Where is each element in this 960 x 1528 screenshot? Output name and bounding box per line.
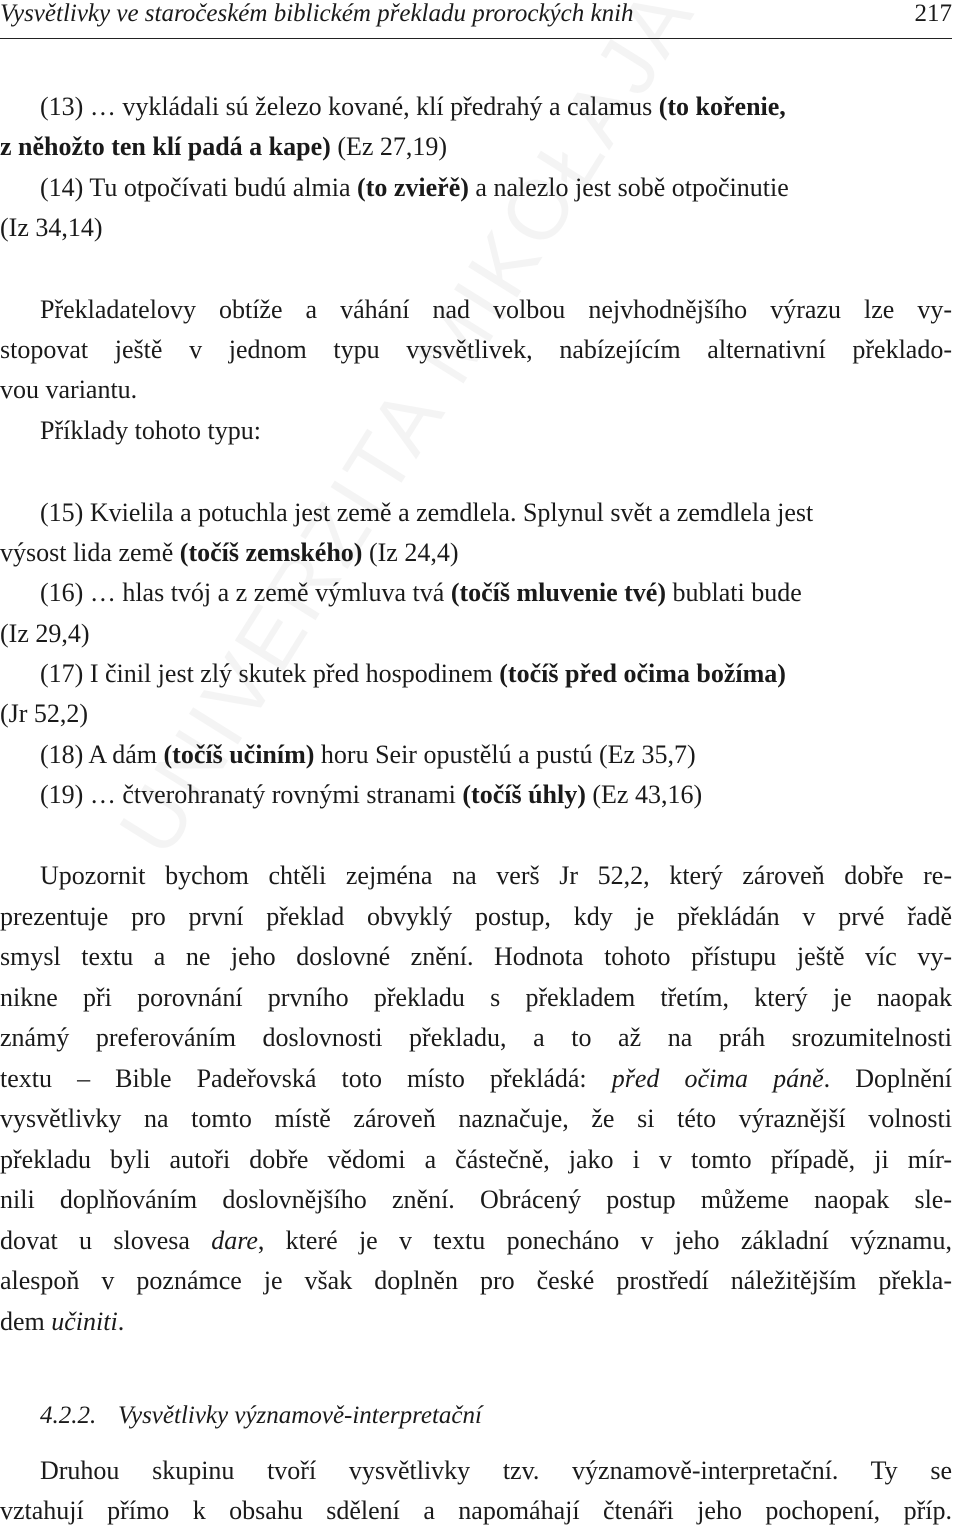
paragraph-2-line-1: Upozornit bychom chtěli zejména na verš Jr 52,2, který zároveň dobře re- — [40, 861, 952, 890]
paragraph-2-line-10: dovat u slovesa dare, které je v textu ponecháno v jeho základní významu, — [0, 1226, 952, 1255]
section-title: Vysvětlivky významově-interpretační — [118, 1402, 482, 1429]
paragraph-2-line-11: alespoň v poznámce je však doplněn pro české prostředí náležitějším překla- — [0, 1266, 952, 1295]
running-title: Vysvětlivky ve staročeském biblickém překladu prorockých knih — [0, 0, 634, 27]
paragraph-2-line-7: vysvětlivky na tomto místě zároveň naznačuje, že si této výraznější volnosti — [0, 1104, 952, 1133]
example-15-line-1: (15) Kvielila a potuchla jest země a zemdlela. Splynul svět a zemdlela jest — [40, 498, 814, 527]
section-heading — [40, 1402, 482, 1430]
example-13-line-2: z něhožto ten klí padá a kape) (Ez 27,19) — [0, 132, 448, 161]
example-13-line-1: (13) … vykládali sú železo kované, klí předrahý a calamus (to kořenie, — [40, 92, 786, 121]
paragraph-2-line-12: dem učiniti. — [0, 1307, 125, 1336]
section-number: 4.2.2. — [40, 1402, 97, 1429]
example-17-line-2: (Jr 52,2) — [0, 699, 89, 728]
header-rule — [0, 38, 952, 39]
example-15-line-2: výsost lida země (točíš zemského) (Iz 24,4) — [0, 538, 459, 567]
paragraph-2-line-4: nikne při porovnání prvního překladu s překladem třetím, který je naopak — [0, 983, 952, 1012]
example-14-line-2: (Iz 34,14) — [0, 213, 103, 242]
example-14-line-1: (14) Tu otpočívati budú almia (to zvieřě) a nalezlo jest sobě otpočinutie — [40, 173, 789, 202]
example-17-line-1: (17) I činil jest zlý skutek před hospodinem (točíš před očima božíma) — [40, 659, 786, 688]
running-header — [0, 0, 952, 36]
paragraph-1-line-3: vou variantu. — [0, 375, 138, 404]
paragraph-1-line-1: Překladatelovy obtíže a váhání nad volbou nejvhodnějšího výrazu lze vy- — [40, 295, 952, 324]
example-18-line: (18) A dám (točíš učiním) horu Seir opustělú a pustú (Ez 35,7) — [40, 740, 696, 769]
paragraph-2-line-3: smysl textu a ne jeho doslovné znění. Hodnota tohoto přístupu ještě víc vy- — [0, 942, 952, 971]
paragraph-2-line-8: překladu byli autoři dobře vědomi a částečně, jako i v tomto případě, ji mír- — [0, 1145, 952, 1174]
paragraph-2-line-5: známý preferováním doslovnosti překladu, a to až na práh srozumitelnosti — [0, 1023, 952, 1052]
page-number: 217 — [914, 0, 952, 27]
paragraph-2-line-2: prezentuje pro první překlad obvyklý postup, kdy je překládán v prvé řadě — [0, 902, 952, 931]
paragraph-3-line-2: vztahují přímo k obsahu sdělení a napomáhají čtenáři jeho pochopení, příp. — [0, 1496, 952, 1525]
paragraph-1-line-4: Příklady tohoto typu: — [40, 416, 261, 445]
paragraph-2-line-6: textu – Bible Padeřovská toto místo překládá: před očima páně. Doplnění — [0, 1064, 953, 1093]
example-19-line: (19) … čtverohranatý rovnými stranami (točíš úhly) (Ez 43,16) — [40, 780, 703, 809]
example-16-line-2: (Iz 29,4) — [0, 619, 90, 648]
paragraph-1-line-2: stopovat ještě v jednom typu vysvětlivek, nabízejícím alternativní překlado- — [0, 335, 952, 364]
paragraph-2-line-9: nili doplňováním doslovnějšího znění. Obrácený postup můžeme naopak sle- — [0, 1185, 952, 1214]
paragraph-3-line-1: Druhou skupinu tvoří vysvětlivky tzv. významově-interpretační. Ty se — [40, 1456, 952, 1485]
example-16-line-1: (16) … hlas tvój a z země výmluva tvá (točíš mluvenie tvé) bublati bude — [40, 578, 802, 607]
